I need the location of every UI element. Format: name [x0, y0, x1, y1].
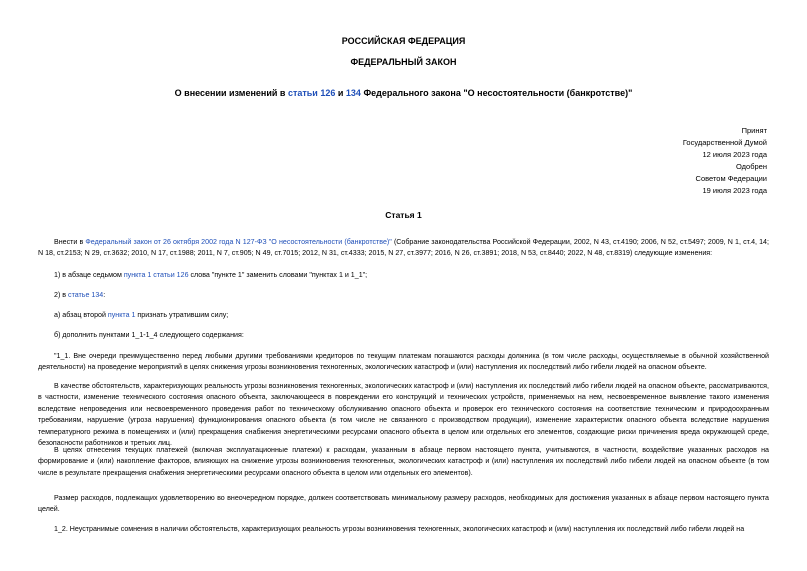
approved-by: Советом Федерации — [695, 174, 767, 184]
item-1-pre: 1) в абзаце седьмом — [54, 271, 124, 279]
item-2 — [38, 290, 769, 301]
intro-paragraph — [38, 237, 769, 260]
item-2a-post: признать утратившим силу; — [135, 311, 229, 319]
article-title: Статья 1 — [385, 210, 422, 220]
item-2b: б) дополнить пунктами 1_1-1_4 следующего содержания: — [54, 331, 244, 339]
item-2a-link[interactable]: пункта 1 — [107, 311, 136, 319]
intro-text-post: (Собрание законодательства Российской Федерации, 2002, N 43, ст.4190; 2006, N 52, ст.5497; 2009, N 1, ст.4, 14; N 18, ст.2153; N 29, ст.3632; 2010, N 17, ст.1988; 2011, N 7, ст.905; N 49, ст.7015; 2012, N 31, ст.4333; 2015, N 27, ст.3977; 2016, N 26, ст.3891; 2018, N 53, ст.8440; 2022, N 48, ст.8319) следующие изменения: — [38, 238, 769, 258]
acceptance-block — [683, 125, 767, 198]
item-2a — [38, 310, 769, 321]
title-link-article-126[interactable]: статьи 126 — [287, 88, 336, 98]
accepted-date: 12 июля 2023 года — [702, 150, 767, 160]
item-1-post: слова "пункте 1" заменить словами "пунктах 1 и 1_1"; — [188, 271, 368, 279]
paragraph-1-1-amount: Размер расходов, подлежащих удовлетворению во внеочередном порядке, должен соответствовать минимальному размеру расходов, необходимых для достижения указанных в абзаце первом настоящего пункта целей. — [38, 494, 769, 514]
approved-date: 19 июля 2023 года — [702, 186, 767, 196]
item-2-pre: 2) в — [54, 291, 69, 299]
title-text-mid: и — [335, 88, 346, 98]
law-type-heading: ФЕДЕРАЛЬНЫЙ ЗАКОН — [350, 57, 457, 67]
accepted-by: Государственной Думой — [682, 138, 767, 148]
paragraph-1-2: 1_2. Неустранимые сомнения в наличии обстоятельств, характеризующих реальность угрозы возникновения техногенных, экологических катастроф и (или) наступления их последствий либо гибели людей на — [54, 525, 745, 533]
title-text-post: Федерального закона "О несостоятельности (банкротстве)" — [360, 88, 633, 98]
law-title — [0, 88, 807, 98]
item-2-link[interactable]: статье 134 — [68, 291, 104, 299]
intro-law-link[interactable]: Федеральный закон от 26 октября 2002 года N 127-ФЗ "О несостоятельности (банкротстве)" — [85, 238, 392, 246]
item-1 — [38, 270, 769, 281]
country-heading: РОССИЙСКАЯ ФЕДЕРАЦИЯ — [341, 36, 466, 46]
paragraph-1-1-payments: В целях отнесения текущих платежей (включая эксплуатационные платежи) к расходам, указанным в абзаце первом настоящего пункта, учитываются, в частности, воздействие указанных расходов на формирование и (или) накопление факторов, влияющих на снижение угрозы возникновения техногенных, экологических катастроф и (или) наступления их последствий либо гибели людей на опасном объекте (в том числе в результате прекращения снабжения энергетическими ресурсами опасного объекта в целом или отдельных его элементов). — [38, 446, 769, 477]
item-1-link[interactable]: пункта 1 статьи 126 — [123, 271, 189, 279]
title-link-article-134[interactable]: 134 — [345, 88, 361, 98]
item-2-post: : — [103, 291, 106, 299]
accepted-label: Принят — [741, 126, 767, 135]
item-2a-pre: а) абзац второй — [54, 311, 108, 319]
intro-text-pre: Внести в — [54, 238, 86, 246]
paragraph-1-1-circumstances: В качестве обстоятельств, характеризующих реальность угрозы возникновения техногенных, экологических катастроф и (или) наступления их последствий либо гибели людей на опасном объекте, рассматриваются, в частности, изменение технического состояния опасного объекта, заключающееся в повреждении его конструкций и технических устройств, применяемых на нем, несвоевременное выявление такого изменения вследствие непроведения или несвоевременного проведения работ по техническому обслуживанию опасного объекта и проверок его технического состояния на соответствие техническим и природоохранным требованиям, нарушение (угроза нарушения) функционирования опасного объекта (в том числе не связанного с производством продукции), изменение характеристик опасного объекта вследствие нарушения температурного режима в помещениях и (или) прекращения снабжения энергетическими ресурсами опасного объекта в целом или отдельных его элементов, создающие риски причинения вреда окружающей среде, безопасности работников и третьих лиц. — [38, 382, 769, 448]
approved-label: Одобрен — [736, 162, 767, 172]
title-text-pre: О внесении изменений в — [174, 88, 288, 98]
paragraph-1-1: "1_1. Вне очереди преимущественно перед любыми другими требованиями кредиторов по текущим платежам погашаются расходы должника (в том числе расходы, осуществляемые в обычной хозяйственной деятельности) на проведение мероприятий в целях снижения угрозы возникновения техногенных, экологических катастроф и (или) наступления их последствий либо гибели людей на опасном объекте. — [38, 352, 769, 372]
